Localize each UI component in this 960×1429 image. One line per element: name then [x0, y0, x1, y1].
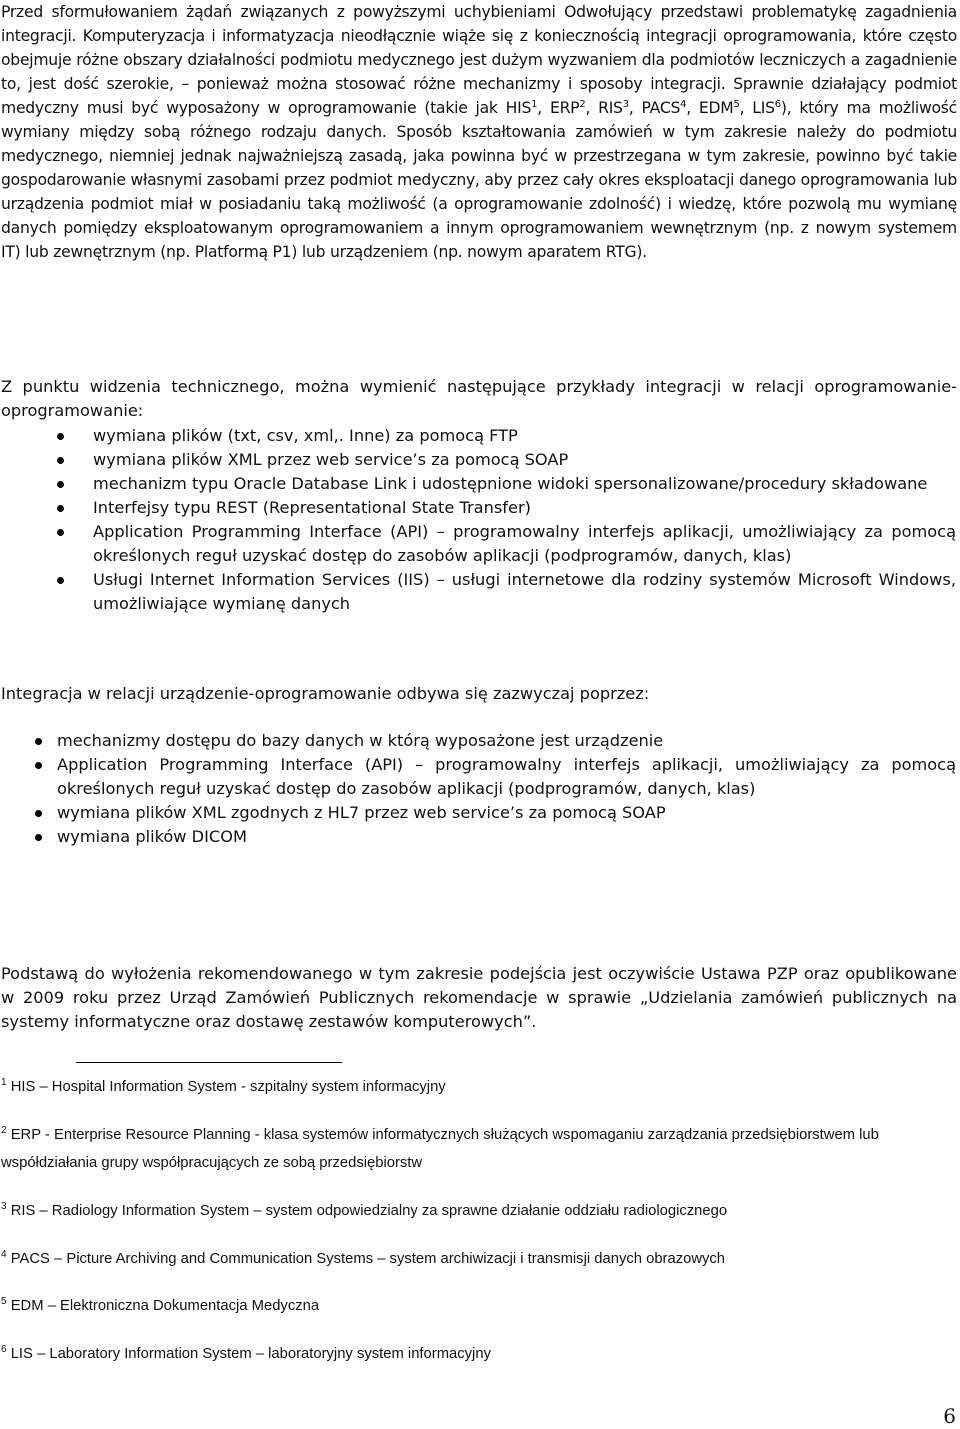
bullet-icon — [57, 529, 64, 536]
footnote-separator — [76, 1062, 342, 1063]
page-number: 6 — [943, 1404, 956, 1428]
bullet-icon — [35, 810, 42, 817]
list-item: Application Programming Interface (API) – programowalny interfejs aplikacji, umożliwiający za pomocą określonych reguł uzyskać dostęp do zasobów aplikacji (podprogramów, danych, klas) — [93, 520, 956, 568]
bullet-icon — [35, 738, 42, 745]
software-integration-list — [93, 424, 956, 616]
list-item: Application Programming Interface (API) – programowalny interfejs aplikacji, umożliwiający za pomocą określonych reguł uzyskać dostęp do zasobów aplikacji (podprogramów, danych, klas) — [57, 753, 956, 801]
footnote-ref-5: 5 — [733, 98, 740, 110]
bullet-icon — [57, 505, 64, 512]
footnote-5: $^5$ EDM – Elektroniczna Dokumentacja Medyczna — [1, 1296, 320, 1314]
intro-text-ris: , RIS — [585, 99, 623, 117]
bullet-icon — [57, 457, 64, 464]
list-item: wymiana plików DICOM — [57, 825, 956, 849]
footnote-ref-3: 3 — [622, 98, 629, 110]
footnote-ref-4: 4 — [680, 98, 687, 110]
footnote-1: $^1$ HIS – Hospital Information System - szpitalny system informacyjny — [1, 1077, 446, 1095]
footnote-6: $^6$ LIS – Laboratory Information System – laboratoryjny system informacyjny — [1, 1344, 491, 1362]
list-item: wymiana plików XML zgodnych z HL7 przez web service’s za pomocą SOAP — [57, 801, 956, 825]
footnote-2: $^2$ ERP - Enterprise Resource Planning - klasa systemów informatycznych służących wspomaganiu zarządzania przedsiębiorstwem lub współdziałania grupy współpracujących ze sobą przedsiębiorstw — [1, 1125, 879, 1171]
bullet-icon — [35, 834, 42, 841]
list-item: Interfejsy typu REST (Representational State Transfer) — [93, 496, 956, 520]
bullet-icon — [57, 481, 64, 488]
footnote-ref-1: 1 — [531, 98, 538, 110]
device-integration-lead: Integracja w relacji urządzenie-oprogramowanie odbywa się zazwyczaj poprzez: — [1, 684, 650, 703]
bullet-icon — [57, 433, 64, 440]
intro-text-lis: , LIS — [739, 99, 775, 117]
intro-text-erp: , ERP — [537, 99, 580, 117]
basis-paragraph: Podstawą do wyłożenia rekomendowanego w tym zakresie podejścia jest oczywiście Ustawa PZP oraz opublikowane w 2009 roku przez Urząd Zamówień Publicznych rekomendacje w sprawie „Udzielania zamówień publicznych na systemy informatyczne oraz dostawę zestawów komputerowych”. — [1, 964, 957, 1031]
footnote-ref-6: 6 — [774, 98, 781, 110]
software-integration-lead: Z punktu widzenia technicznego, można wymienić następujące przykłady integracji w relacji oprogramowanie-oprogramowanie: — [1, 377, 957, 420]
footnote-4: $^4$ PACS – Picture Archiving and Communication Systems – system archiwizacji i transmisji danych obrazowych — [1, 1249, 726, 1267]
bullet-icon — [57, 577, 64, 584]
list-item: wymiana plików (txt, csv, xml,. Inne) za pomocą FTP — [93, 424, 956, 448]
list-item: mechanizmy dostępu do bazy danych w którą wyposażone jest urządzenie — [57, 729, 956, 753]
footnote-3: $^3$ RIS – Radiology Information System – system odpowiedzialny za sprawne działanie oddziału radiologicznego — [1, 1201, 728, 1219]
device-integration-list — [57, 729, 956, 849]
bullet-icon — [35, 762, 42, 769]
list-item: Usługi Internet Information Services (IIS) – usługi internetowe dla rodziny systemów Microsoft Windows, umożliwiające wymianę danych — [93, 568, 956, 616]
intro-text-edm: , EDM — [686, 99, 734, 117]
intro-text-pacs: , PACS — [628, 99, 681, 117]
intro-text-part1: Przed sformułowaniem żądań związanych z powyższymi uchybieniami Odwołujący przedstawi problematykę zagadnienia integracji. Komputeryzacja i informatyzacja nieodłącznie wiąże się z koniecznością integracji oprogramowania, które często obejmuje różne obszary działalności podmiotu medycznego jest dużym wyzwaniem dla podmiotów leczniczych a zagadnienie to, jest dość szerokie, – ponieważ można stosować różne mechanizmy i sposoby integracji. Sprawnie działający podmiot medyczny musi być wyposażony w oprogramowanie (takie jak HIS — [1, 3, 957, 117]
footnote-ref-2: 2 — [579, 98, 586, 110]
intro-paragraph — [1, 0, 957, 264]
intro-text-part2: ), który ma możliwość wymiany między sobą różnego rodzaju danych. Sposób kształtowania zamówień w tym zakresie należy do podmiotu medycznego, niemniej jednak najważniejszą zasadą, jaka powinna być w przestrzegana w tym zakresie, powinno być takie gospodarowanie własnymi zasobami przez podmiot medyczny, aby przez cały okres eksploatacji danego oprogramowania lub urządzenia podmiot miał w posiadaniu taką możliwość (a oprogramowanie zdolność) i wiedzę, które pozwolą mu wymianę danych pomiędzy eksploatowanym oprogramowaniem a innym oprogramowaniem wewnętrznym (np. z nowym systemem IT) lub zewnętrznym (np. Platformą P1) lub urządzeniem (np. nowym aparatem RTG). — [1, 99, 957, 261]
list-item: mechanizm typu Oracle Database Link i udostępnione widoki spersonalizowane/procedury składowane — [93, 472, 956, 496]
list-item: wymiana plików XML przez web service’s za pomocą SOAP — [93, 448, 956, 472]
